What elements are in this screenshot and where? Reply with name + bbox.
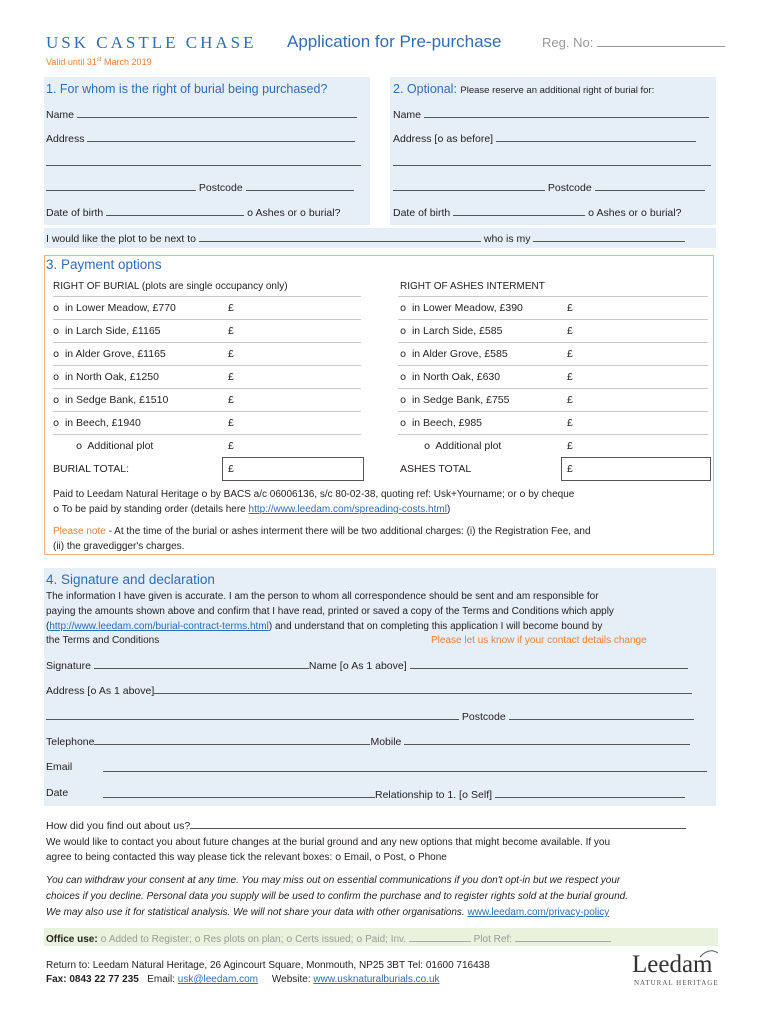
s2-address-field[interactable]: Address [o as before]	[393, 131, 696, 145]
row-divider	[398, 411, 708, 412]
ashes-option-row[interactable]: o in Sedge Bank, £755	[400, 394, 510, 406]
burial-option-radio: o	[53, 349, 60, 360]
plot-next-field[interactable]: I would like the plot to be next to who is my	[46, 231, 685, 245]
row-divider	[398, 434, 708, 435]
payment-note: Please note - At the time of the burial or ashes interment there will be two additional charges: (i) the Registration Fee, and	[53, 526, 591, 537]
contact-email-check[interactable]: o	[335, 852, 342, 863]
reg-no[interactable]: Reg. No:	[542, 35, 725, 50]
burial-option-amount[interactable]: £	[228, 302, 234, 314]
address-field[interactable]: Address [o As 1 above]	[46, 683, 692, 697]
ashes-additional-row[interactable]: o Additional plot	[424, 440, 502, 452]
office-use: Office use: o Added to Register; o Res plots on plan; o Certs issued; o Paid; Inv. Plot Ref:	[46, 931, 611, 945]
burial-total-label: BURIAL TOTAL:	[53, 463, 130, 475]
s2-name-field[interactable]: Name	[393, 107, 709, 121]
payment-note-2: (ii) the gravedigger's charges.	[53, 541, 185, 552]
payment-heading: 3. Payment options	[46, 257, 162, 272]
ashes-header: RIGHT OF ASHES INTERMENT	[400, 281, 545, 292]
date-field[interactable]: Date	[46, 787, 69, 799]
burial-header: RIGHT OF BURIAL (plots are single occupancy only)	[53, 281, 288, 292]
name-as1-radio: o	[342, 661, 349, 672]
s2-ashes-radio: o	[588, 208, 595, 219]
burial-additional-radio: o	[76, 441, 83, 452]
row-divider	[53, 342, 361, 343]
burial-option-row[interactable]: o in Lower Meadow, £770	[53, 302, 176, 314]
burial-option-radio: o	[53, 326, 60, 337]
contact-2: agree to being contacted this way please tick the relevant boxes: o Email, o Post, o Phone	[46, 852, 447, 863]
burial-additional-amount[interactable]: £	[228, 440, 234, 452]
contact-post-check[interactable]: o	[374, 852, 381, 863]
decl-2: paying the amounts shown above and confirm that I have read, printed or saved a copy of the Terms and Conditions which apply	[46, 606, 614, 617]
row-divider	[53, 319, 361, 320]
valid-until: Valid until 31st March 2019	[46, 57, 152, 67]
row-divider	[53, 434, 361, 435]
spreading-costs-link[interactable]: http://www.leedam.com/spreading-costs.html	[248, 504, 447, 515]
burial-option-row[interactable]: o in Larch Side, £1165	[53, 325, 161, 337]
ashes-additional-radio: o	[424, 441, 431, 452]
bacs-radio[interactable]: o	[201, 489, 208, 500]
ashes-option-radio: o	[400, 395, 407, 406]
privacy-2: choices if you decline. Personal data you supply will be used to confirm the purchase and to register rights sold at the burial ground.	[46, 891, 628, 902]
section2-panel	[390, 77, 716, 225]
burial-option-amount[interactable]: £	[228, 371, 234, 383]
section1-heading: 1. For whom is the right of burial being purchased?	[46, 82, 328, 96]
burial-option-radio: o	[53, 303, 60, 314]
ashes-total-pound: £	[567, 463, 573, 475]
s1-name-field[interactable]: Name	[46, 107, 357, 121]
s1-burial-radio: o	[299, 208, 306, 219]
email-link[interactable]: usk@leedam.com	[177, 974, 258, 985]
leedam-logo: Leedam NATURAL HERITAGE	[632, 951, 719, 987]
email-line[interactable]	[103, 771, 707, 772]
section2-heading: 2. Optional: Please reserve an additional right of burial for:	[393, 82, 655, 96]
website-link[interactable]: www.usknaturalburials.co.uk	[313, 974, 440, 985]
fax-email-web: Fax: 0843 22 77 235 Email: usk@leedam.com Website: www.usknaturalburials.co.uk	[46, 974, 440, 985]
ashes-option-radio: o	[400, 326, 407, 337]
ashes-option-amount[interactable]: £	[567, 394, 573, 406]
contact-change-note: Please let us know if your contact details change	[431, 635, 647, 646]
burial-option-row[interactable]: o in Alder Grove, £1165	[53, 348, 166, 360]
burial-total-box[interactable]	[222, 457, 364, 481]
s2-address-line2[interactable]	[393, 155, 711, 169]
burial-option-row[interactable]: o in Sedge Bank, £1510	[53, 394, 169, 406]
decl-4: the Terms and Conditions	[46, 635, 160, 646]
ashes-option-amount[interactable]: £	[567, 348, 573, 360]
row-divider	[398, 296, 708, 297]
row-divider	[398, 365, 708, 366]
email-field[interactable]: Email	[46, 761, 73, 773]
terms-link[interactable]: http://www.leedam.com/burial-contract-terms.html	[49, 621, 269, 632]
s2-as-before-radio: o	[437, 134, 444, 145]
row-divider	[53, 388, 361, 389]
ashes-total-box[interactable]	[561, 457, 711, 481]
address-as1-radio: o	[90, 686, 97, 697]
brand-title: USK CASTLE CHASE	[46, 33, 257, 52]
row-divider	[53, 411, 361, 412]
s1-dob-field[interactable]: Date of birth o Ashes or o burial?	[46, 207, 341, 219]
ashes-option-row[interactable]: o in Beech, £985	[400, 417, 483, 429]
postcode-field[interactable]: Postcode	[46, 709, 694, 723]
burial-additional-row[interactable]: o Additional plot	[76, 440, 154, 452]
row-divider	[53, 365, 361, 366]
burial-option-row[interactable]: o in North Oak, £1250	[53, 371, 159, 383]
privacy-link[interactable]: www.leedam.com/privacy-policy	[467, 907, 610, 918]
ashes-option-row[interactable]: o in Larch Side, £585	[400, 325, 503, 337]
standing-order-radio[interactable]: o	[53, 504, 60, 515]
privacy-3: We may also use it for statistical analysis. We will not share your data with other organisations. www.leedam.com/privacy-policy	[46, 907, 610, 918]
row-divider	[398, 319, 708, 320]
s1-address-line2[interactable]	[46, 155, 361, 169]
ashes-option-row[interactable]: o in Alder Grove, £585	[400, 348, 508, 360]
leaf-icon	[698, 949, 720, 959]
ashes-option-radio: o	[400, 418, 407, 429]
contact-1: We would like to contact you about future changes at the burial ground and any new options that might become available. If you	[46, 837, 611, 848]
paid-bacs: Paid to Leedam Natural Heritage o by BACS a/c 06006136, s/c 80-02-38, quoting ref: Usk+Yourname; or o by cheque	[53, 489, 575, 500]
burial-option-radio: o	[53, 418, 60, 429]
s2-postcode-field[interactable]: Postcode	[393, 180, 705, 194]
contact-phone-check[interactable]: o	[409, 852, 416, 863]
burial-option-radio: o	[53, 372, 60, 383]
s1-ashes-radio: o	[247, 208, 254, 219]
cheque-radio[interactable]: o	[519, 489, 526, 500]
ashes-option-row[interactable]: o in Lower Meadow, £390	[400, 302, 523, 314]
ashes-additional-amount[interactable]: £	[567, 440, 573, 452]
ashes-option-amount[interactable]: £	[567, 417, 573, 429]
burial-option-row[interactable]: o in Beech, £1940	[53, 417, 141, 429]
return-address: Return to: Leedam Natural Heritage, 26 Agincourt Square, Monmouth, NP25 3BT Tel: 01600 716438	[46, 960, 490, 971]
telephone-field[interactable]: Telephone Mobile	[46, 734, 690, 748]
s1-address-field[interactable]: Address	[46, 131, 355, 145]
ashes-total-label: ASHES TOTAL	[400, 463, 472, 475]
section1-panel	[44, 77, 370, 225]
signature-field[interactable]: Signature Name [o As 1 above]	[46, 658, 688, 672]
row-divider	[53, 296, 361, 297]
ashes-option-radio: o	[400, 349, 407, 360]
decl-3: (http://www.leedam.com/burial-contract-terms.html) and understand that on completing this application I will become bound by	[46, 621, 603, 632]
standing-order: o To be paid by standing order (details here http://www.leedam.com/spreading-costs.html)	[53, 504, 451, 515]
ashes-option-radio: o	[400, 303, 407, 314]
section4-heading: 4. Signature and declaration	[46, 572, 215, 587]
row-divider	[398, 342, 708, 343]
burial-option-amount[interactable]: £	[228, 348, 234, 360]
self-radio: o	[461, 790, 469, 801]
find-out-field[interactable]: How did you find out about us?	[46, 818, 686, 832]
ashes-option-amount[interactable]: £	[567, 302, 573, 314]
burial-total-pound: £	[228, 463, 234, 475]
privacy-1: You can withdraw your consent at any time. You may miss out on essential communications if you don't opt-in but we respect your	[46, 875, 621, 886]
decl-1: The information I have given is accurate. I am the person to whom all correspondence should be sent and am responsible for	[46, 591, 599, 602]
ashes-option-amount[interactable]: £	[567, 325, 573, 337]
row-divider	[398, 388, 708, 389]
s1-postcode-field[interactable]: Postcode	[46, 180, 354, 194]
burial-option-amount[interactable]: £	[228, 394, 234, 406]
date-line[interactable]: Relationship to 1. [o Self]	[103, 787, 685, 801]
burial-option-amount[interactable]: £	[228, 325, 234, 337]
s2-burial-radio: o	[640, 208, 647, 219]
form-title: Application for Pre-purchase	[287, 32, 502, 51]
burial-option-radio: o	[53, 395, 60, 406]
s2-dob-field[interactable]: Date of birth o Ashes or o burial?	[393, 207, 682, 219]
ashes-option-radio: o	[400, 372, 407, 383]
ashes-option-amount[interactable]: £	[567, 371, 573, 383]
burial-option-amount[interactable]: £	[228, 417, 234, 429]
ashes-option-row[interactable]: o in North Oak, £630	[400, 371, 501, 383]
